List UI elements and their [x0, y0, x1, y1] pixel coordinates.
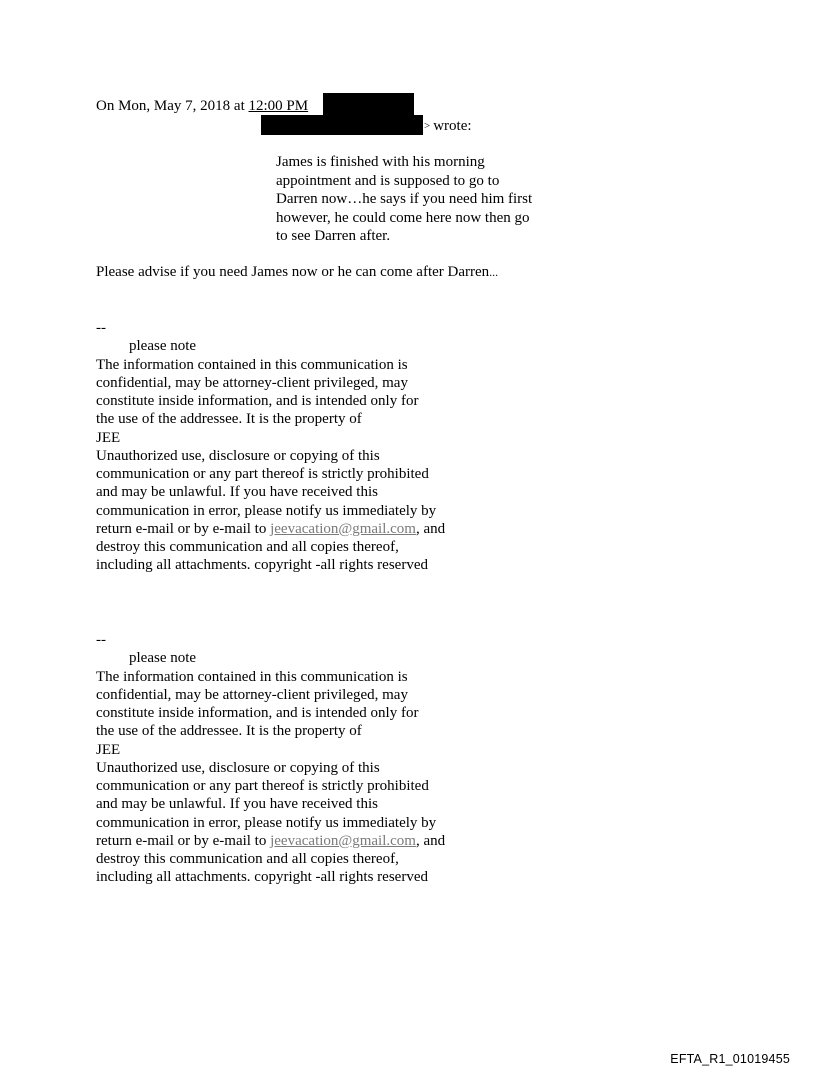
- footer-line: JEE: [96, 429, 121, 446]
- header-time: 12:00 PM: [248, 98, 309, 114]
- footer-line: The information contained in this communication is: [96, 668, 408, 685]
- footer-line: The information contained in this communication is: [96, 356, 408, 373]
- footer-email-suffix: , and: [415, 832, 446, 849]
- footer-line: including all attachments. copyright -all rights reserved: [96, 869, 428, 886]
- footer-line: destroy this communication and all copies thereof,: [96, 539, 399, 555]
- document-id: EFTA_R1_01019455: [670, 1052, 790, 1066]
- footer-email-prefix: return e-mail or by e-mail to: [96, 832, 271, 849]
- footer-line: and may be unlawful. If you have received this: [96, 796, 378, 813]
- redaction-block-sender-email: [261, 115, 423, 135]
- header-date-text: On Mon, May 7, 2018 at: [96, 98, 249, 114]
- footer-email-line: [96, 832, 445, 850]
- signature-separator: --: [96, 320, 106, 336]
- footer-line: communication or any part thereof is strictly prohibited: [96, 466, 429, 482]
- reply-ellipsis: ...: [489, 265, 499, 279]
- footer-line: constitute inside information, and is intended only for: [96, 705, 419, 721]
- confidentiality-footer: [96, 319, 445, 575]
- footer-line: JEE: [96, 741, 121, 758]
- footer-line: including all attachments. copyright -all rights reserved: [96, 557, 428, 574]
- footer-line: confidential, may be attorney-client privileged, may: [96, 686, 408, 703]
- footer-line: communication or any part thereof is strictly prohibited: [96, 778, 429, 794]
- please-note-label: please note: [129, 650, 197, 667]
- email-header-wrote: [424, 117, 472, 135]
- footer-line: destroy this communication and all copies thereof,: [96, 851, 399, 867]
- email-header-line: [96, 97, 308, 115]
- footer-line: the use of the addressee. It is the property of: [96, 723, 362, 740]
- footer-line: Unauthorized use, disclosure or copying of this: [96, 447, 380, 464]
- redaction-block-sender-name: [323, 93, 414, 115]
- footer-line: constitute inside information, and is intended only for: [96, 393, 419, 409]
- reply-body: [96, 263, 498, 281]
- footer-line: communication in error, please notify us immediately by: [96, 814, 437, 831]
- footer-line: and may be unlawful. If you have received this: [96, 484, 378, 501]
- quoted-line: however, he could come here now then go: [276, 209, 530, 226]
- signature-separator: --: [96, 632, 106, 648]
- quoted-line: appointment and is supposed to go to: [276, 172, 500, 189]
- footer-email-line: [96, 520, 445, 538]
- email-link[interactable]: jeevacation@gmail.com: [270, 520, 416, 537]
- footer-line: confidential, may be attorney-client privileged, may: [96, 374, 408, 391]
- confidentiality-footer: [96, 631, 445, 887]
- reply-text: Please advise if you need James now or he can come after Darren: [96, 264, 490, 280]
- footer-email-prefix: return e-mail or by e-mail to: [96, 520, 271, 537]
- angle-bracket-icon: >: [424, 120, 431, 132]
- wrote-label: wrote:: [433, 118, 472, 134]
- please-note-label: please note: [129, 338, 197, 355]
- footer-line: Unauthorized use, disclosure or copying of this: [96, 759, 380, 776]
- email-link[interactable]: jeevacation@gmail.com: [270, 832, 416, 849]
- quoted-line: James is finished with his morning: [276, 154, 485, 170]
- footer-email-suffix: , and: [415, 520, 446, 537]
- quoted-line: Darren now…he says if you need him first: [276, 191, 533, 208]
- quoted-line: to see Darren after.: [276, 228, 391, 245]
- footer-line: communication in error, please notify us immediately by: [96, 502, 437, 519]
- quoted-message: [276, 153, 532, 246]
- footer-line: the use of the addressee. It is the property of: [96, 411, 362, 428]
